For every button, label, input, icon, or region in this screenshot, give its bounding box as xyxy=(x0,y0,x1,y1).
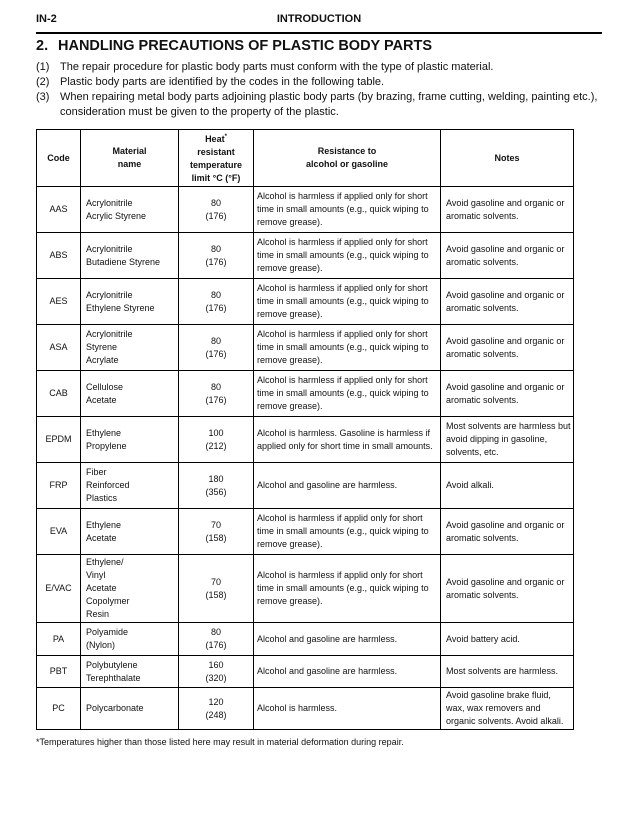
notes-cell: Avoid gasoline and organic or aromatic solvents. xyxy=(441,233,574,279)
section-title xyxy=(36,38,432,54)
code-cell: EPDM xyxy=(37,417,81,463)
material-cell: Polyamide (Nylon) xyxy=(81,623,179,656)
temperature-cell: 70 (158) xyxy=(179,509,254,555)
temperature-cell: 80 (176) xyxy=(179,233,254,279)
resistance-cell: Alcohol and gasoline are harmless. xyxy=(254,656,441,688)
code-cell: CAB xyxy=(37,371,81,417)
notes-cell: Avoid gasoline and organic or aromatic solvents. xyxy=(441,509,574,555)
page-header xyxy=(36,10,602,34)
code-cell: ABS xyxy=(37,233,81,279)
code-cell: EVA xyxy=(37,509,81,555)
table-row xyxy=(37,417,574,463)
material-cell: Fiber Reinforced Plastics xyxy=(81,463,179,509)
code-cell: FRP xyxy=(37,463,81,509)
plastic-parts-table xyxy=(36,129,574,730)
material-cell: Cellulose Acetate xyxy=(81,371,179,417)
notes-cell: Avoid gasoline and organic or aromatic solvents. xyxy=(441,555,574,623)
header-material: Material name xyxy=(81,130,179,187)
notes-cell: Most solvents are harmless. xyxy=(441,656,574,688)
material-cell: Polybutylene Terephthalate xyxy=(81,656,179,688)
material-cell: Acrylonitrile Styrene Acrylate xyxy=(81,325,179,371)
table-row xyxy=(37,656,574,688)
table-row xyxy=(37,463,574,509)
header-title: INTRODUCTION xyxy=(276,13,362,25)
material-cell: Acrylonitrile Ethylene Styrene xyxy=(81,279,179,325)
item-number: (2) xyxy=(36,76,50,88)
table-row xyxy=(37,187,574,233)
temperature-cell: 80 (176) xyxy=(179,623,254,656)
resistance-cell: Alcohol and gasoline are harmless. xyxy=(254,463,441,509)
resistance-cell: Alcohol is harmless if applied only for short time in small amounts (e.g., quick wiping to remove grease). xyxy=(254,325,441,371)
section-title-text: HANDLING PRECAUTIONS OF PLASTIC BODY PARTS xyxy=(58,38,433,54)
temperature-cell: 180 (356) xyxy=(179,463,254,509)
resistance-cell: Alcohol is harmless if applid only for short time in small amounts (e.g., quick wiping to remove grease). xyxy=(254,509,441,555)
table-row xyxy=(37,325,574,371)
header-resistance: Resistance to alcohol or gasoline xyxy=(254,130,441,187)
page-number: IN-2 xyxy=(36,13,57,25)
notes-cell: Avoid battery acid. xyxy=(441,623,574,656)
material-cell: Ethylene/ Vinyl Acetate Copolymer Resin xyxy=(81,555,179,623)
temperature-cell: 80 (176) xyxy=(179,371,254,417)
notes-cell: Avoid gasoline brake fluid, wax, wax removers and organic solvents. Avoid alkali. xyxy=(441,688,574,730)
resistance-cell: Alcohol and gasoline are harmless. xyxy=(254,623,441,656)
resistance-cell: Alcohol is harmless. Gasoline is harmless if applied only for short time in small amounts. xyxy=(254,417,441,463)
resistance-cell: Alcohol is harmless if applied only for short time in small amounts (e.g., quick wiping to remove grease). xyxy=(254,187,441,233)
item-text: When repairing metal body parts adjoining plastic body parts (by brazing, frame cutting, welding, painting etc.), consideration must be given to the property of the plastic. xyxy=(60,91,598,118)
material-cell: Acrylonitrile Acrylic Styrene xyxy=(81,187,179,233)
temperature-cell: 80 (176) xyxy=(179,325,254,371)
table-row xyxy=(37,623,574,656)
code-cell: ASA xyxy=(37,325,81,371)
notes-cell: Avoid alkali. xyxy=(441,463,574,509)
table-header-row xyxy=(37,130,574,187)
footnote: *Temperatures higher than those listed here may result in material deformation during repair. xyxy=(36,737,404,747)
temperature-cell: 120 (248) xyxy=(179,688,254,730)
code-cell: PBT xyxy=(37,656,81,688)
material-cell: Polycarbonate xyxy=(81,688,179,730)
item-number: (1) xyxy=(36,61,50,73)
code-cell: AAS xyxy=(37,187,81,233)
item-number: (3) xyxy=(36,91,50,103)
list-item xyxy=(36,60,602,75)
item-text: Plastic body parts are identified by the codes in the following table. xyxy=(60,76,385,88)
material-cell: Ethylene Propylene xyxy=(81,417,179,463)
material-cell: Acrylonitrile Butadiene Styrene xyxy=(81,233,179,279)
resistance-cell: Alcohol is harmless. xyxy=(254,688,441,730)
header-notes: Notes xyxy=(441,130,574,187)
notes-cell: Avoid gasoline and organic or aromatic solvents. xyxy=(441,325,574,371)
resistance-cell: Alcohol is harmless if applied only for short time in small amounts (e.g., quick wiping to remove grease). xyxy=(254,279,441,325)
table-body xyxy=(37,187,574,730)
code-cell: AES xyxy=(37,279,81,325)
temperature-cell: 100 (212) xyxy=(179,417,254,463)
material-cell: Ethylene Acetate xyxy=(81,509,179,555)
table-row xyxy=(37,688,574,730)
table-row xyxy=(37,555,574,623)
temperature-cell: 70 (158) xyxy=(179,555,254,623)
footnote-mark: * xyxy=(224,134,227,140)
header-heat: Heat* resistant temperature limit °C (°F) xyxy=(179,130,254,187)
temperature-cell: 80 (176) xyxy=(179,279,254,325)
table-row xyxy=(37,509,574,555)
resistance-cell: Alcohol is harmless if applied only for short time in small amounts (e.g., quick wiping to remove grease). xyxy=(254,233,441,279)
header-code: Code xyxy=(37,130,81,187)
item-text: The repair procedure for plastic body parts must conform with the type of plastic material. xyxy=(60,61,494,73)
list-item xyxy=(36,90,602,120)
code-cell: PA xyxy=(37,623,81,656)
resistance-cell: Alcohol is harmless if applied only for short time in small amounts (e.g., quick wiping to remove grease). xyxy=(254,371,441,417)
table-row xyxy=(37,371,574,417)
list-item xyxy=(36,75,602,90)
section-number: 2. xyxy=(36,38,49,54)
code-cell: PC xyxy=(37,688,81,730)
notes-cell: Avoid gasoline and organic or aromatic solvents. xyxy=(441,187,574,233)
temperature-cell: 160 (320) xyxy=(179,656,254,688)
notes-cell: Avoid gasoline and organic or aromatic solvents. xyxy=(441,279,574,325)
notes-cell: Avoid gasoline and organic or aromatic solvents. xyxy=(441,371,574,417)
resistance-cell: Alcohol is harmless if applid only for short time in small amounts (e.g., quick wiping to remove grease). xyxy=(254,555,441,623)
temperature-cell: 80 (176) xyxy=(179,187,254,233)
table-row xyxy=(37,233,574,279)
table-row xyxy=(37,279,574,325)
instruction-list xyxy=(36,60,602,120)
code-cell: E/VAC xyxy=(37,555,81,623)
notes-cell: Most solvents are harmless but avoid dipping in gasoline, solvents, etc. xyxy=(441,417,574,463)
